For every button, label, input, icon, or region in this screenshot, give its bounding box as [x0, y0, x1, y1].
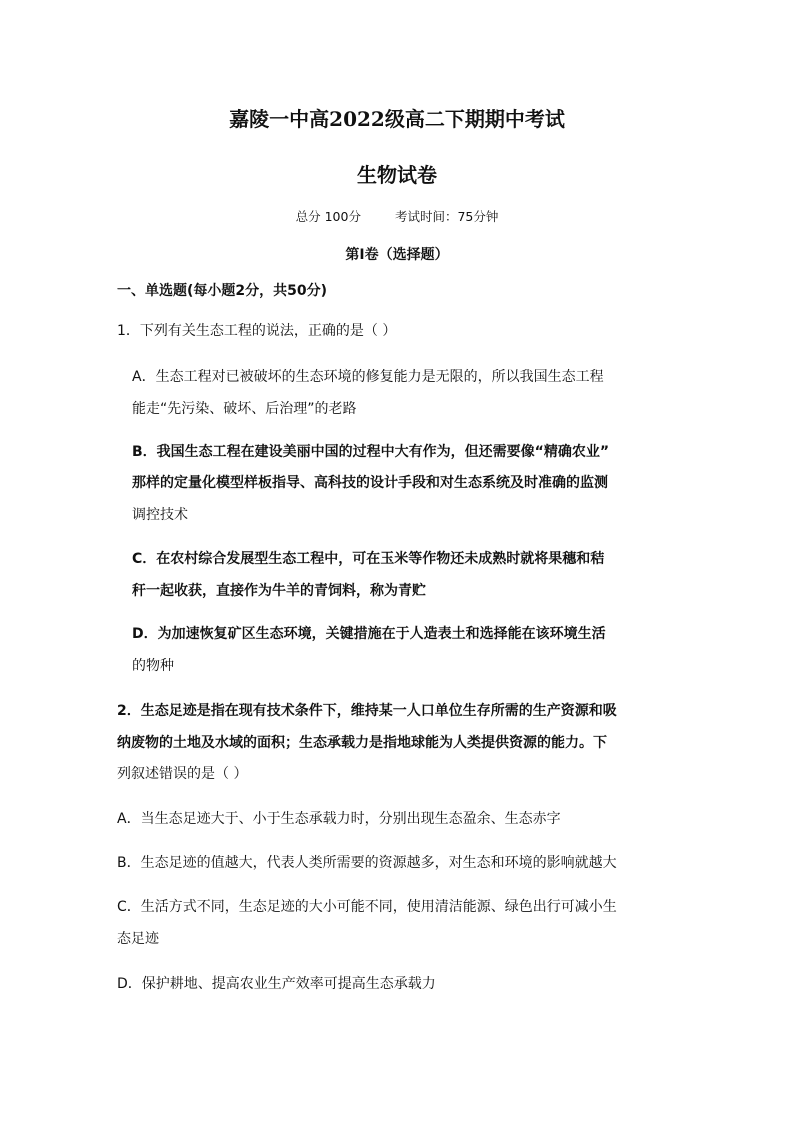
q1-option-d: D．为加速恢复矿区生态环境，关键措施在于人造表土和选择能在该环境生活 — [132, 626, 606, 642]
q1-option-c-cont: 秆一起收获，直接作为牛羊的青饲料，称为青贮 — [132, 583, 426, 599]
q1-option-b-cont1: 那样的定量化模型样板指导、高科技的设计手段和对生态系统及时准确的监测 — [132, 475, 608, 491]
exam-title: 嘉陵一中高2022级高二下期期中考试 — [229, 107, 565, 131]
total-score: 总分 100分 — [295, 209, 361, 224]
question-2-stem: 2．生态足迹是指在现有技术条件下，维持某一人口单位生存所需的生产资源和吸 — [117, 703, 617, 719]
exam-meta — [0, 207, 794, 225]
q2-option-a: A．当生态足迹大于、小于生态承载力时，分别出现生态盈余、生态赤字 — [117, 811, 561, 827]
q2-option-b: B．生态足迹的值越大，代表人类所需要的资源越多，对生态和环境的影响就越大 — [117, 855, 617, 871]
exam-subtitle: 生物试卷 — [357, 163, 437, 187]
question-2-stem-cont1: 纳废物的土地及水域的面积；生态承载力是指地球能为人类提供资源的能力。下 — [117, 735, 607, 751]
q1-option-d-cont: 的物种 — [132, 658, 174, 674]
q2-option-d: D．保护耕地、提高农业生产效率可提高生态承载力 — [117, 976, 436, 992]
section-heading: 一、单选题(每小题2分，共50分) — [117, 283, 328, 299]
q1-option-c: C．在农村综合发展型生态工程中，可在玉米等作物还未成熟时就将果穗和秸 — [132, 551, 605, 567]
question-1-stem: 1．下列有关生态工程的说法，正确的是（ ） — [117, 323, 397, 339]
q1-option-a: A．生态工程对已被破坏的生态环境的修复能力是无限的，所以我国生态工程 — [132, 369, 604, 385]
q2-option-c-cont: 态足迹 — [117, 931, 159, 947]
q1-option-a-cont: 能走“先污染、破坏、后治理”的老路 — [132, 401, 357, 417]
question-2-stem-cont2: 列叙述错误的是（ ） — [117, 766, 248, 782]
volume-heading: 第Ⅰ卷（选择题） — [345, 247, 449, 263]
exam-time: 考试时间：75分钟 — [394, 209, 499, 224]
q2-option-c: C．生活方式不同，生态足迹的大小可能不同，使用清洁能源、绿色出行可减小生 — [117, 899, 617, 915]
q1-option-b-cont2: 调控技术 — [132, 507, 188, 523]
q1-option-b: B．我国生态工程在建设美丽中国的过程中大有作为，但还需要像“精确农业” — [132, 444, 610, 460]
